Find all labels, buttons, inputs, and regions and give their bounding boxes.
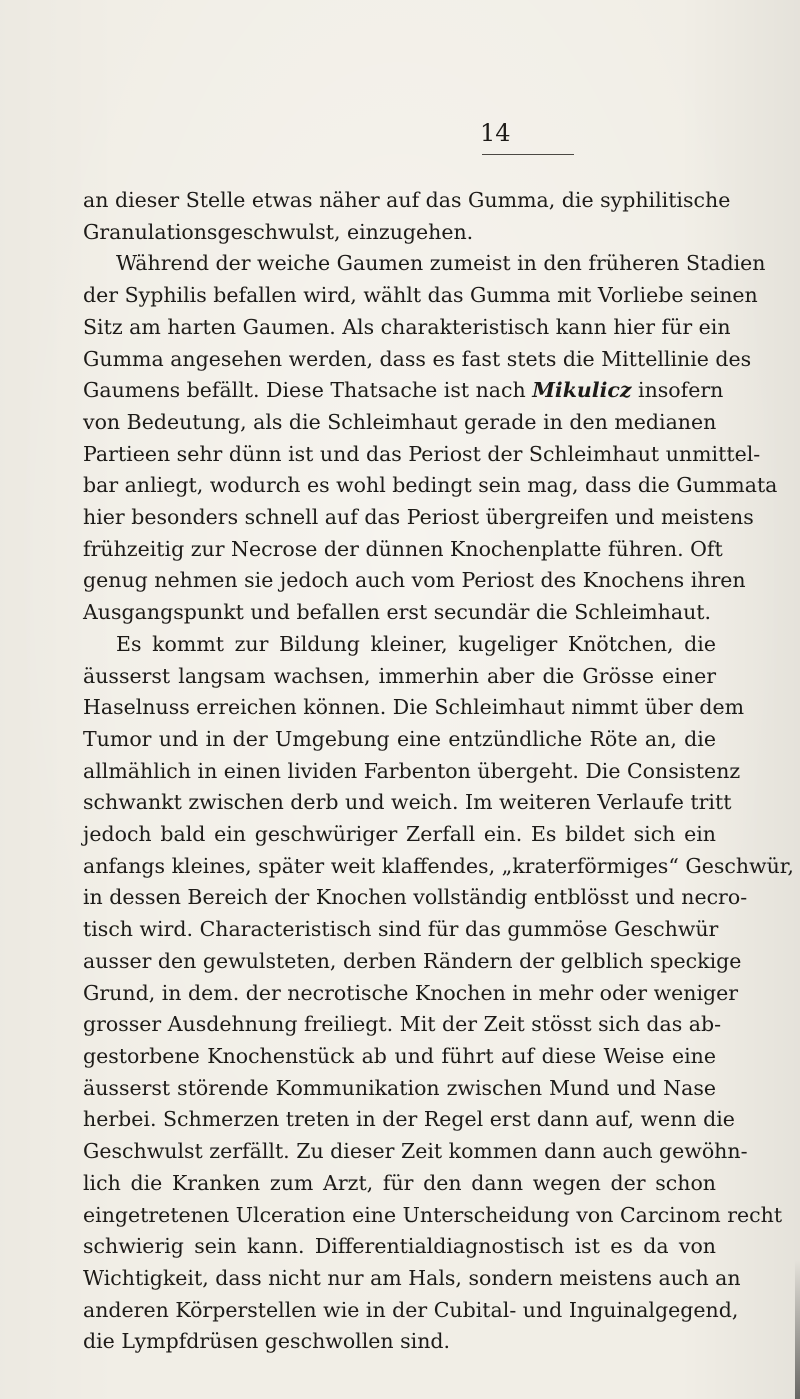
text-line: herbei. Schmerzen treten in der Regel erst dann auf, wenn die [83, 1107, 735, 1132]
body-text [83, 185, 794, 1358]
text-line: lich die Kranken zum Arzt, für den dann wegen der schon [83, 1170, 716, 1195]
text-line: hier besonders schnell auf das Periost übergreifen und meistens [83, 505, 754, 530]
text-line: in dessen Bereich der Knochen vollständig entblösst und necro- [83, 885, 748, 910]
text-line: Ausgangspunkt und befallen erst secundär die Schleimhaut. [83, 600, 712, 625]
text-line: von Bedeutung, als die Schleimhaut gerade in den medianen [83, 409, 717, 434]
text-line: gestorbene Knochenstück ab und führt auf diese Weise eine [83, 1043, 716, 1068]
text-line: anfangs kleines, später weit klaffendes, „kraterförmiges“ Geschwür, [83, 853, 794, 878]
text-line: Es kommt zur Bildung kleiner, kugeliger Knötchen, die [116, 631, 716, 656]
text-line: grosser Ausdehnung freiliegt. Mit der Zeit stösst sich das ab- [83, 1012, 722, 1037]
text-line: eingetretenen Ulceration eine Unterscheidung von Carcinom recht [83, 1202, 783, 1227]
text-line: äusserst störende Kommunikation zwischen Mund und Nase [83, 1075, 716, 1100]
text-line: schwierig sein kann. Differentialdiagnostisch ist es da von [83, 1234, 716, 1259]
text-line [83, 375, 724, 407]
page-number-rule [482, 154, 574, 155]
text-line: Haselnuss erreichen können. Die Schleimhaut nimmt über dem [83, 695, 745, 720]
text-line: Granulationsgeschwulst, einzugehen. [83, 219, 474, 244]
text-line: ausser den gewulsteten, derben Rändern der gelblich speckige [83, 948, 742, 973]
text-line: Grund, in dem. der necrotische Knochen in mehr oder weniger [83, 980, 739, 1005]
text-line: Während der weiche Gaumen zumeist in den früheren Stadien [116, 251, 766, 276]
text-line: jedoch bald ein geschwüriger Zerfall ein. Es bildet sich ein [83, 822, 716, 847]
text-fragment: insofern [631, 378, 724, 403]
text-line: anderen Körperstellen wie in der Cubital- und Inguinalgegend, [83, 1297, 739, 1322]
text-line: schwankt zwischen derb und weich. Im weiteren Verlaufe tritt [83, 790, 732, 815]
text-line: Wichtigkeit, dass nicht nur am Hals, sondern meistens auch an [83, 1265, 741, 1290]
text-line: Partieen sehr dünn ist und das Periost der Schleimhaut unmittel- [83, 441, 761, 466]
text-line: an dieser Stelle etwas näher auf das Gumma, die syphilitische [83, 188, 731, 212]
text-line: der Syphilis befallen wird, wählt das Gumma mit Vorliebe seinen [83, 283, 758, 308]
text-fragment: Gaumens befällt. Diese Thatsache ist nach [83, 378, 533, 403]
text-line: Geschwulst zerfällt. Zu dieser Zeit kommen dann auch gewöhn- [83, 1139, 748, 1164]
text-line: äusserst langsam wachsen, immerhin aber die Grösse einer [83, 663, 716, 688]
author-name-italic: Mikulicz [532, 378, 632, 403]
text-line: die Lympfdrüsen geschwollen sind. [83, 1329, 451, 1354]
text-line: genug nehmen sie jedoch auch vom Periost des Knochens ihren [83, 568, 746, 593]
text-line: Gumma angesehen werden, dass es fast stets die Mittellinie des [83, 346, 752, 371]
text-line: Sitz am harten Gaumen. Als charakteristisch kann hier für ein [83, 314, 731, 339]
page-number: 14 [480, 119, 511, 147]
text-line: allmählich in einen lividen Farbenton übergeht. Die Consistenz [83, 758, 741, 783]
text-line: Tumor und in der Umgebung eine entzündliche Röte an, die [83, 726, 716, 751]
text-line: tisch wird. Characteristisch sind für das gummöse Geschwür [83, 917, 719, 942]
text-line: frühzeitig zur Necrose der dünnen Knochenplatte führen. Oft [83, 536, 723, 561]
text-line: bar anliegt, wodurch es wohl bedingt sein mag, dass die Gummata [83, 473, 778, 498]
scan-edge-shadow [795, 1260, 800, 1399]
